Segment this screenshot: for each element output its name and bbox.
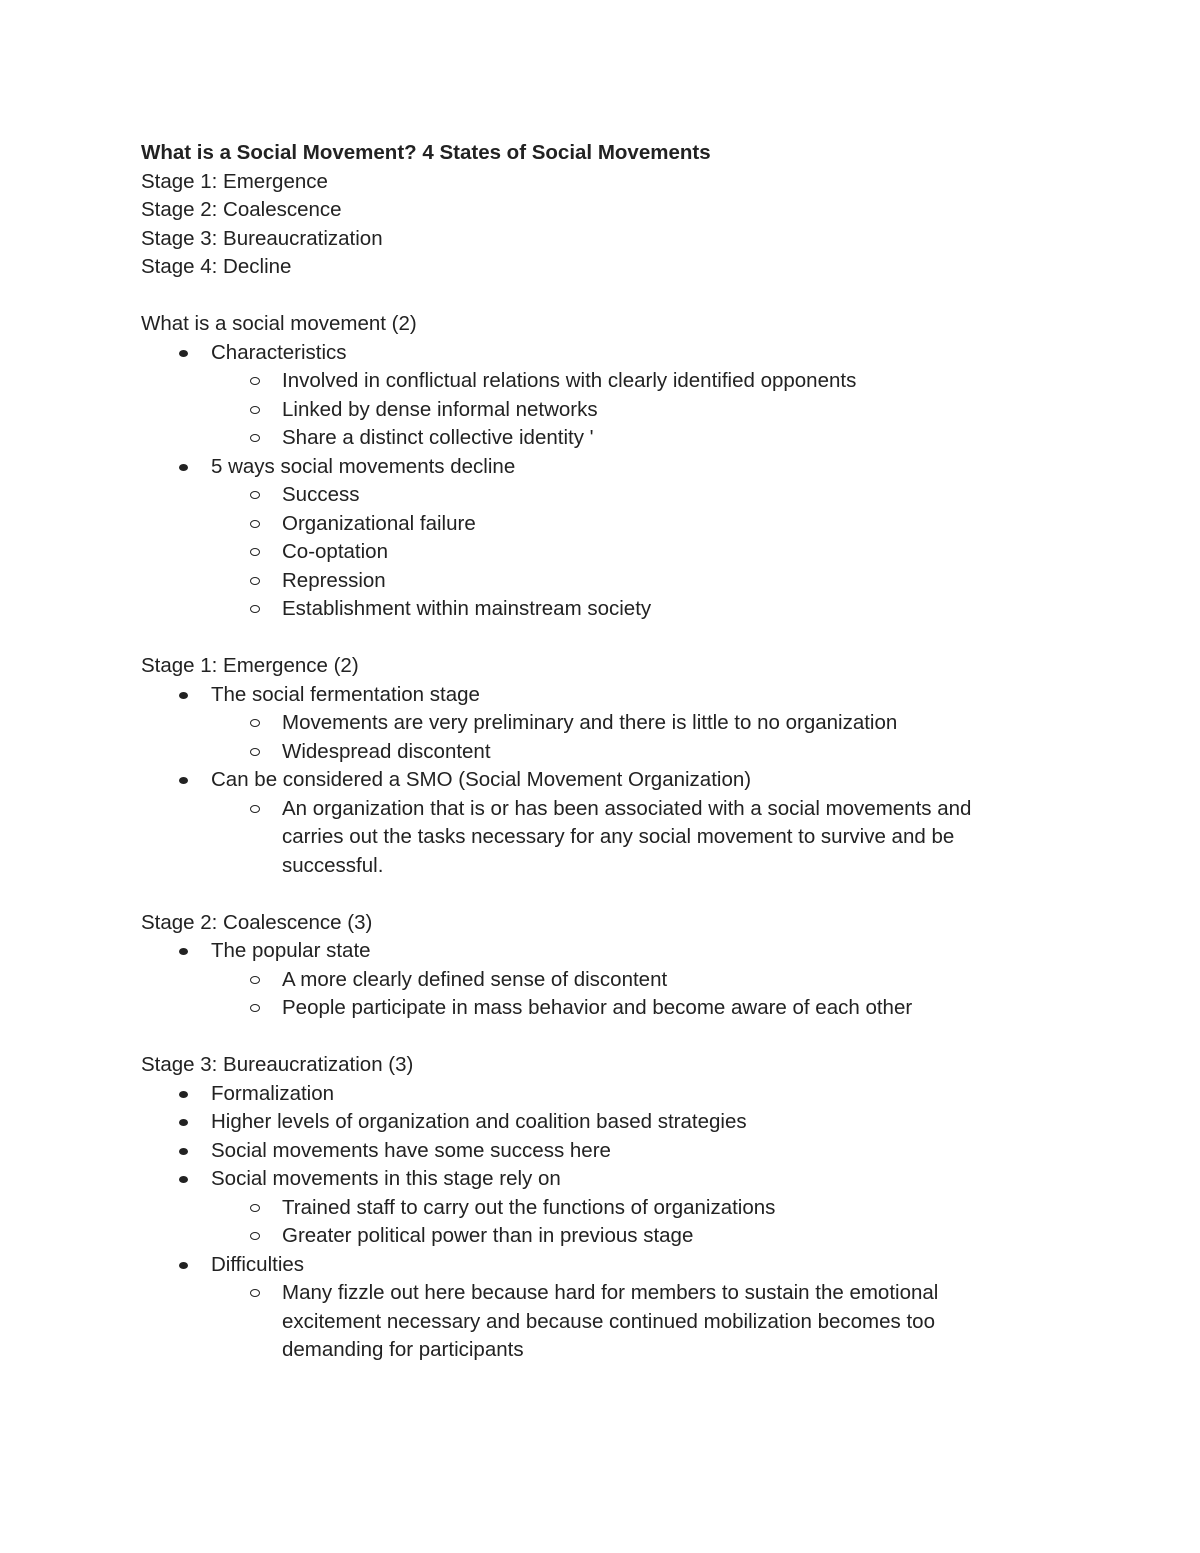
filled-bullet-icon bbox=[179, 464, 188, 471]
bullet-item bbox=[141, 766, 1041, 880]
sub-bullet-list bbox=[211, 709, 1041, 766]
bullet-text: Characteristics bbox=[211, 340, 347, 364]
sub-bullet-item bbox=[141, 1194, 1041, 1223]
filled-bullet-icon bbox=[179, 1262, 188, 1269]
bullet-item bbox=[141, 1108, 1041, 1137]
bullet-item bbox=[141, 339, 1041, 453]
stages-intro-list bbox=[141, 168, 1041, 282]
bullet-text: Social movements in this stage rely on bbox=[211, 1167, 561, 1190]
sub-bullet-text: Establishment within mainstream society bbox=[282, 597, 652, 620]
hollow-bullet-icon bbox=[250, 434, 260, 442]
bullet-text: The social fermentation stage bbox=[211, 682, 480, 706]
bullet-list bbox=[141, 339, 1041, 624]
sub-bullet-list bbox=[211, 481, 1041, 624]
section-heading: Stage 2: Coalescence (3) bbox=[141, 910, 373, 934]
filled-bullet-icon bbox=[179, 1091, 188, 1098]
sub-bullet-text: Trained staff to carry out the functions of organizations bbox=[282, 1195, 776, 1219]
sub-bullet-text: Co-optation bbox=[282, 540, 388, 563]
bullet-item bbox=[141, 1165, 1041, 1251]
sub-bullet-item bbox=[141, 367, 1041, 396]
bullet-text: 5 ways social movements decline bbox=[211, 454, 516, 478]
document-page bbox=[141, 139, 1041, 1365]
bullet-text: The popular state bbox=[211, 939, 371, 962]
filled-bullet-icon bbox=[179, 1119, 188, 1126]
sub-bullet-item bbox=[141, 481, 1041, 510]
hollow-bullet-icon bbox=[250, 1004, 260, 1012]
blank-line bbox=[141, 624, 1041, 653]
bullet-text: Difficulties bbox=[211, 1252, 305, 1276]
bullet-item bbox=[141, 1137, 1041, 1166]
section bbox=[141, 909, 1041, 1023]
hollow-bullet-icon bbox=[250, 377, 260, 385]
sub-bullet-text: Involved in conflictual relations with clearly identified opponents bbox=[282, 369, 857, 392]
sub-bullet-text: A more clearly defined sense of discontent bbox=[282, 967, 668, 991]
bullet-item bbox=[141, 453, 1041, 624]
stage-intro-line: Stage 1: Emergence bbox=[141, 169, 328, 193]
sub-bullet-item bbox=[141, 396, 1041, 425]
bullet-item bbox=[141, 937, 1041, 1023]
bullet-text: Social movements have some success here bbox=[211, 1138, 611, 1162]
bullet-list bbox=[141, 937, 1041, 1023]
sub-bullet-text: An organization that is or has been associated with a social movements and carries out the tasks necessary for any social movement to survive and be successful. bbox=[282, 796, 972, 877]
hollow-bullet-icon bbox=[250, 1232, 260, 1240]
sub-bullet-text: Success bbox=[282, 483, 360, 506]
bullet-item bbox=[141, 1080, 1041, 1109]
sub-bullet-text: Many fizzle out here because hard for members to sustain the emotional excitement necessary and because continued mobilization becomes too demanding for participants bbox=[282, 1281, 939, 1361]
blank-line bbox=[141, 1023, 1041, 1052]
sub-bullet-item bbox=[141, 424, 1041, 453]
sub-bullet-text: Widespread discontent bbox=[282, 739, 491, 763]
stage-intro-line: Stage 3: Bureaucratization bbox=[141, 226, 383, 250]
sub-bullet-list bbox=[211, 966, 1041, 1023]
section bbox=[141, 652, 1041, 880]
hollow-bullet-icon bbox=[250, 1204, 260, 1212]
sub-bullet-text: People participate in mass behavior and become aware of each other bbox=[282, 996, 913, 1019]
sub-bullet-item bbox=[141, 595, 1041, 624]
bullet-text: Higher levels of organization and coalition based strategies bbox=[211, 1110, 747, 1133]
sub-bullet-item bbox=[141, 1222, 1041, 1251]
hollow-bullet-icon bbox=[250, 548, 260, 556]
hollow-bullet-icon bbox=[250, 520, 260, 528]
hollow-bullet-icon bbox=[250, 491, 260, 499]
section bbox=[141, 1051, 1041, 1365]
filled-bullet-icon bbox=[179, 692, 188, 699]
bullet-list bbox=[141, 1080, 1041, 1365]
filled-bullet-icon bbox=[179, 777, 188, 784]
sub-bullet-item bbox=[141, 966, 1041, 995]
sub-bullet-item bbox=[141, 738, 1041, 767]
sub-bullet-list bbox=[211, 1194, 1041, 1251]
sub-bullet-text: Organizational failure bbox=[282, 511, 476, 535]
blank-line bbox=[141, 282, 1041, 311]
document-title: What is a Social Movement? 4 States of Social Movements bbox=[141, 141, 711, 164]
hollow-bullet-icon bbox=[250, 719, 260, 727]
sub-bullet-text: Movements are very preliminary and there is little to no organization bbox=[282, 711, 898, 734]
sub-bullet-list bbox=[211, 1279, 1041, 1365]
filled-bullet-icon bbox=[179, 1176, 188, 1183]
sub-bullet-text: Share a distinct collective identity ' bbox=[282, 426, 594, 449]
blank-line bbox=[141, 880, 1041, 909]
sub-bullet-item bbox=[141, 994, 1041, 1023]
hollow-bullet-icon bbox=[250, 406, 260, 414]
hollow-bullet-icon bbox=[250, 605, 260, 613]
sub-bullet-item bbox=[141, 795, 1041, 881]
section-heading: What is a social movement (2) bbox=[141, 312, 417, 335]
sub-bullet-item bbox=[141, 709, 1041, 738]
sub-bullet-item bbox=[141, 567, 1041, 596]
filled-bullet-icon bbox=[179, 350, 188, 357]
hollow-bullet-icon bbox=[250, 577, 260, 585]
sub-bullet-text: Linked by dense informal networks bbox=[282, 397, 598, 421]
bullet-text: Can be considered a SMO (Social Movement Organization) bbox=[211, 768, 752, 791]
bullet-text: Formalization bbox=[211, 1081, 335, 1105]
hollow-bullet-icon bbox=[250, 805, 260, 813]
sub-bullet-item bbox=[141, 538, 1041, 567]
stage-intro-line: Stage 4: Decline bbox=[141, 255, 292, 278]
sections-container bbox=[141, 282, 1041, 1365]
sub-bullet-list bbox=[211, 367, 1041, 453]
bullet-item bbox=[141, 681, 1041, 767]
hollow-bullet-icon bbox=[250, 1289, 260, 1297]
stage-intro-line: Stage 2: Coalescence bbox=[141, 198, 342, 221]
hollow-bullet-icon bbox=[250, 976, 260, 984]
hollow-bullet-icon bbox=[250, 748, 260, 756]
filled-bullet-icon bbox=[179, 948, 188, 955]
section bbox=[141, 310, 1041, 624]
sub-bullet-list bbox=[211, 795, 1041, 881]
sub-bullet-text: Repression bbox=[282, 568, 386, 592]
section-heading: Stage 1: Emergence (2) bbox=[141, 654, 359, 677]
sub-bullet-item bbox=[141, 510, 1041, 539]
sub-bullet-text: Greater political power than in previous stage bbox=[282, 1224, 694, 1247]
bullet-item bbox=[141, 1251, 1041, 1365]
section-heading: Stage 3: Bureaucratization (3) bbox=[141, 1053, 414, 1076]
bullet-list bbox=[141, 681, 1041, 881]
filled-bullet-icon bbox=[179, 1148, 188, 1155]
sub-bullet-item bbox=[141, 1279, 1041, 1365]
